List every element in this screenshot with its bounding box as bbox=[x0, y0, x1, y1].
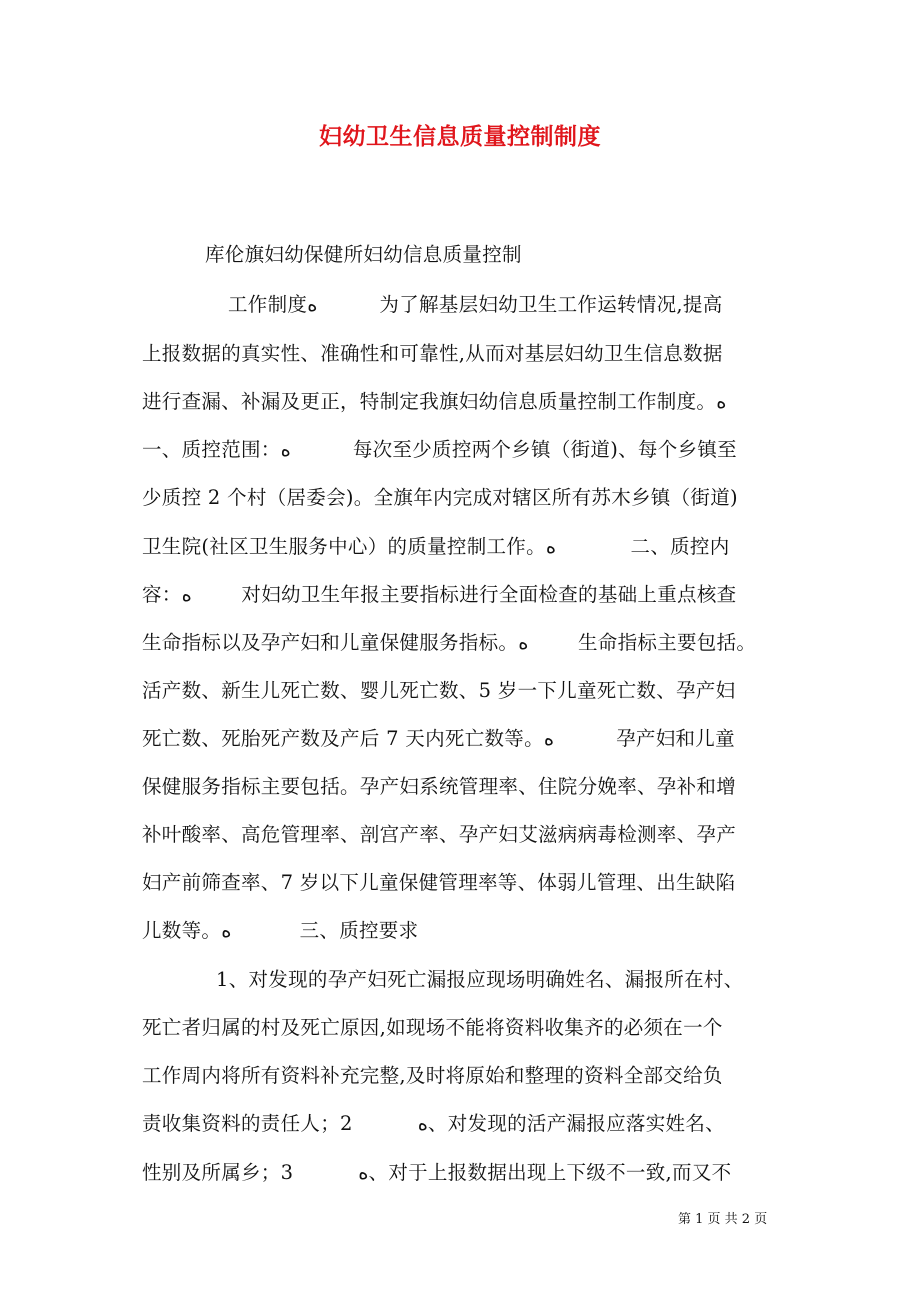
text-line-18: 工作周内将所有资料补充完整,及时将原始和整理的资料全部交给负 bbox=[142, 1064, 723, 1087]
text-line-10: 活产数、新生儿死亡数、婴儿死亡数、5 岁一下儿童死亡数、孕产妇 bbox=[142, 679, 736, 702]
text-line-17: 死亡者归属的村及死亡原因,如现场不能将资料收集齐的必须在一个 bbox=[142, 1016, 723, 1039]
text-line-8: 容：ﻩ 对妇幼卫生年报主要指标进行全面检查的基础上重点核查 bbox=[142, 583, 737, 606]
text-line-9: 生命指标以及孕产妇和儿童保健服务指标。ﻩ 生命指标主要包括。 bbox=[142, 631, 757, 654]
text-line-20: 性别及所属乡；3 ﻩ、对于上报数据出现上下级不一致,而又不 bbox=[142, 1161, 732, 1184]
page-number-footer: 第 1 页 共 2 页 bbox=[678, 1212, 768, 1227]
document-title: 妇幼卫生信息质量控制制度 bbox=[319, 124, 601, 150]
text-line-6: 少质控 2 个村（居委会)。全旗年内完成对辖区所有苏木乡镇（街道) bbox=[142, 486, 738, 509]
text-line-5: 一、质控范围：ﻩ 每次至少质控两个乡镇（街道)、每个乡镇至 bbox=[142, 438, 737, 461]
text-line-15: 儿数等。ﻩ 三、质控要求 bbox=[142, 919, 419, 942]
text-line-1: 库伦旗妇幼保健所妇幼信息质量控制 bbox=[205, 243, 522, 266]
text-line-12: 保健服务指标主要包括。孕产妇系统管理率、住院分娩率、孕补和增 bbox=[142, 775, 737, 798]
text-line-11: 死亡数、死胎死产数及产后 7 天内死亡数等。ﻩ 孕产妇和儿童 bbox=[142, 727, 735, 750]
text-line-14: 妇产前筛查率、7 岁以下儿童保健管理率等、体弱儿管理、出生缺陷 bbox=[142, 871, 736, 894]
text-line-2: 工作制度ﻩ 为了解基层妇幼卫生工作运转情况,提高 bbox=[228, 293, 723, 316]
text-line-19: 责收集资料的责任人；2 ﻩ、对发现的活产漏报应落实姓名、 bbox=[142, 1112, 725, 1135]
text-line-3: 上报数据的真实性、准确性和可靠性,从而对基层妇幼卫生信息数据 bbox=[142, 342, 723, 365]
text-line-4: 进行查漏、补漏及更正，特制定我旗妇幼信息质量控制工作制度。ﻩ bbox=[142, 390, 727, 413]
text-line-13: 补叶酸率、高危管理率、剖宫产率、孕产妇艾滋病病毒检测率、孕产 bbox=[142, 823, 737, 846]
text-line-7: 卫生院(社区卫生服务中心）的质量控制工作。ﻩ 二、质控内 bbox=[142, 535, 730, 558]
text-line-16: 1、对发现的孕产妇死亡漏报应现场明确姓名、漏报所在村、 bbox=[216, 968, 744, 991]
